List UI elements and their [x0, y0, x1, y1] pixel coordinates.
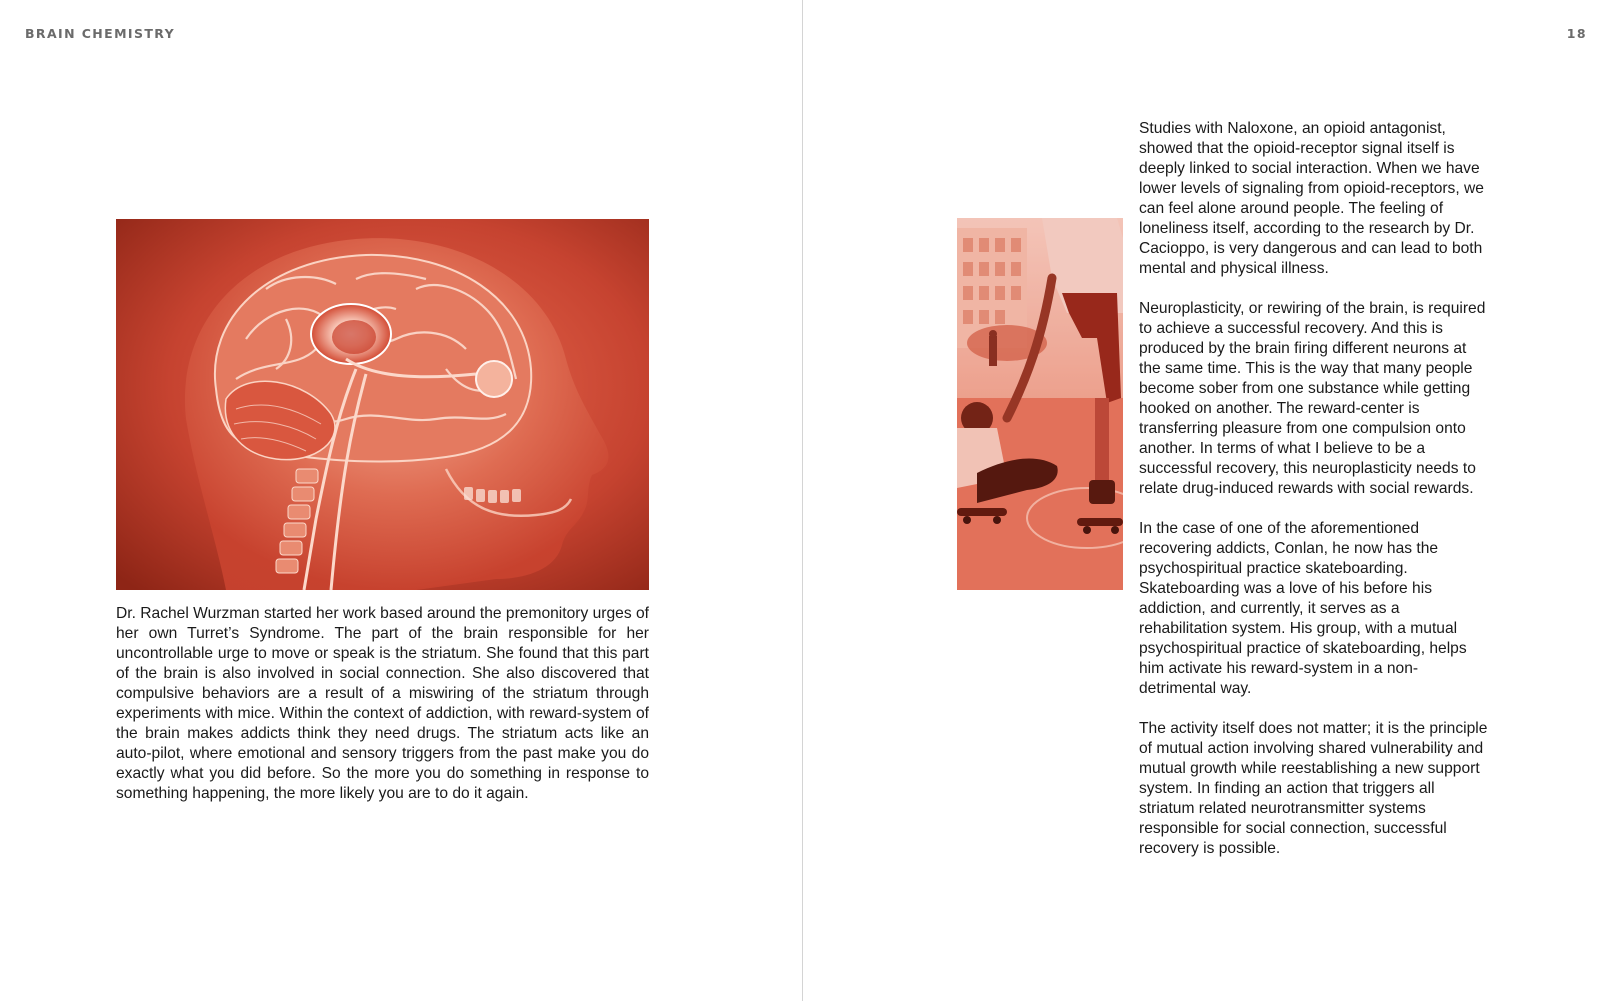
brain-illustration [116, 219, 649, 590]
right-paragraph-mutual-action: The activity itself does not matter; it is the principle of mutual action involving shared vulnerability and mutual growth while reestablishing a new support system. In finding an action that triggers all striatum related neurotransmitter systems responsible for social connection, successful recovery is possible. [1139, 720, 1488, 857]
right-body-column [1139, 119, 1491, 879]
page-spine-divider [802, 0, 803, 1001]
page-number: 18 [1566, 26, 1587, 41]
left-body-paragraph: Dr. Rachel Wurzman started her work based around the premonitory urges of her own Turret’s Syndrome. The part of the brain responsible for her uncontrollable urge to move or speak is the striatum. She found that this part of the brain is also involved in social connection. She also discovered that compulsive behaviors are a result of a miswiring of the striatum through experiments with mice. Within the context of addiction, with reward-system of the brain makes addicts think they need drugs. The striatum acts like an auto-pilot, where emotional and sensory triggers from the past make you do exactly what you did before. So the more you do something in response to something happening, the more likely you are to do it again. [116, 605, 649, 802]
right-paragraph-neuroplasticity: Neuroplasticity, or rewiring of the brain, is required to achieve a successful recovery. And this is produced by the brain firing different neurons at the same time. This is the way that many people become sober from one substance while getting hooked on another. The reward-center is transferring pleasure from one compulsion onto another. In terms of what I believe to be a successful recovery, this neuroplasticity needs to relate drug-induced rewards with social rewards. [1139, 300, 1486, 497]
right-paragraph-naloxone: Studies with Naloxone, an opioid antagonist, showed that the opioid-receptor signal itself is deeply linked to social interaction. When we have lower levels of signaling from opioid-receptors, we can feel alone around people. The feeling of loneliness itself, according to the research by Dr. Cacioppo, is very dangerous and can lead to both mental and physical illness. [1139, 120, 1484, 277]
right-paragraph-conlan: In the case of one of the aforementioned recovering addicts, Conlan, he now has the psychospiritual practice skateboarding. Skateboarding was a love of his before his addiction, and currently, it serves as a rehabilitation system. His group, with a mutual psychospiritual practice of skateboarding, helps him activate his reward-system in a non-detrimental way. [1139, 520, 1467, 697]
running-head-section: BRAIN CHEMISTRY [25, 26, 176, 41]
skateboarding-photo [957, 218, 1123, 590]
